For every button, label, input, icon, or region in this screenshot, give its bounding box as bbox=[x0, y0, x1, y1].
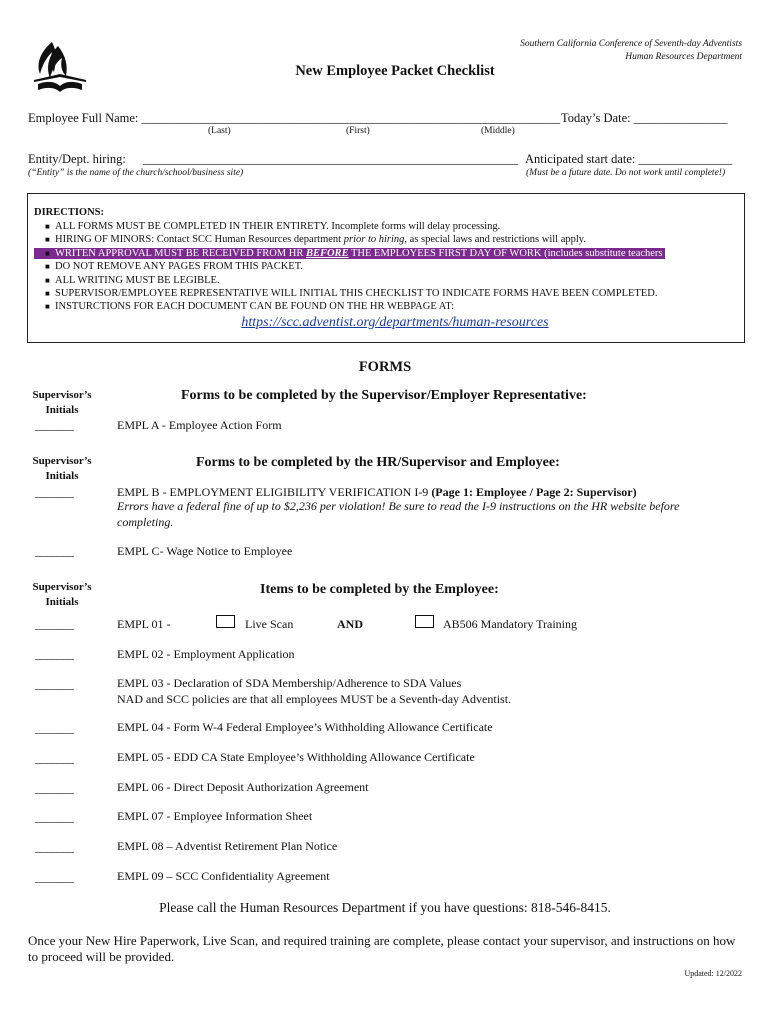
organization-name bbox=[520, 38, 742, 64]
start-date-note: (Must be a future date. Do not work until complete!) bbox=[526, 168, 726, 178]
ab506-checkbox[interactable] bbox=[415, 615, 434, 628]
direction-item: ■ INSTURCTIONS FOR EACH DOCUMENT CAN BE FOUND ON THE HR WEBPAGE AT: bbox=[45, 301, 454, 313]
supervisor-initials-header: Supervisor’s Initials bbox=[32, 581, 92, 608]
initials-blank[interactable]: _______ bbox=[35, 647, 74, 661]
live-scan-label: Live Scan bbox=[245, 617, 294, 631]
direction-item: ■ ALL WRITING MUST BE LEGIBLE. bbox=[45, 274, 220, 286]
entity-field[interactable]: ____________________________________________________________ bbox=[143, 152, 518, 166]
supervisor-initials-header: Supervisor’s Initials bbox=[32, 389, 92, 416]
forms-heading: FORMS bbox=[358, 359, 412, 375]
empl-01-item: EMPL 01 - bbox=[117, 617, 171, 631]
org-line-1: Southern California Conference of Seventh-day Adventists bbox=[520, 39, 742, 49]
hr-webpage-link[interactable]: https://scc.adventist.org/departments/human-resources bbox=[241, 315, 549, 330]
direction-item-highlighted: WRITEN APPROVAL MUST BE RECEIVED FROM HR BEFORE THE EMPLOYEES FIRST DAY OF WORK (includes substitute teachers ■ bbox=[34, 247, 665, 260]
empl-c-item: EMPL C- Wage Notice to Employee bbox=[117, 544, 293, 558]
initials-blank[interactable]: _______ bbox=[35, 751, 74, 765]
page-title: New Employee Packet Checklist bbox=[295, 63, 495, 79]
empl-03-item: EMPL 03 - Declaration of SDA Membership/Adherence to SDA Values NAD and SCC policies are that all employees MUST be a Seventh-day Adventist. bbox=[117, 676, 512, 706]
initials-blank[interactable]: _______ bbox=[35, 485, 74, 499]
and-label: AND bbox=[337, 617, 363, 631]
direction-item: ■ SUPERVISOR/EMPLOYEE REPRESENTATIVE WILL INITIAL THIS CHECKLIST TO INDICATE FORMS HAVE BEEN COMPLETED. bbox=[45, 288, 658, 300]
last-name-caption: (Last) bbox=[208, 126, 231, 136]
contact-hr-note: Please call the Human Resources Department if you have questions: 818-546-8415. bbox=[159, 900, 611, 915]
org-line-2: Human Resources Department bbox=[625, 52, 742, 62]
initials-blank[interactable]: _______ bbox=[35, 870, 74, 884]
direction-item: ■ DO NOT REMOVE ANY PAGES FROM THIS PACKET. bbox=[45, 261, 303, 273]
completion-instructions: Once your New Hire Paperwork, Live Scan, and required training are complete, please contact your supervisor, and instructions on how to proceed will be provided. bbox=[28, 933, 736, 964]
empl-06-item: EMPL 06 - Direct Deposit Authorization Agreement bbox=[117, 780, 369, 794]
entity-note: (“Entity” is the name of the church/school/business site) bbox=[28, 168, 244, 178]
initials-blank[interactable]: _______ bbox=[35, 418, 74, 432]
section-supervisor-title: Forms to be completed by the Supervisor/Employer Representative: bbox=[181, 388, 587, 403]
middle-name-caption: (Middle) bbox=[481, 126, 515, 136]
section-employee-title: Items to be completed by the Employee: bbox=[260, 582, 499, 597]
updated-date: Updated: 12/2022 bbox=[684, 969, 742, 978]
start-date-field[interactable]: Anticipated start date: _______________ bbox=[525, 152, 733, 166]
direction-item: ■ ALL FORMS MUST BE COMPLETED IN THEIR ENTIRETY. Incomplete forms will delay processing. bbox=[45, 221, 501, 232]
entity-label: Entity/Dept. hiring: bbox=[28, 152, 126, 166]
directions-list bbox=[34, 220, 665, 314]
direction-item: ■ HIRING OF MINORS: Contact SCC Human Resources department prior to hiring, as special laws and restrictions will apply. bbox=[45, 234, 586, 246]
employee-name-field[interactable]: Employee Full Name: ___________________________________________________________________ bbox=[28, 111, 561, 125]
initials-blank[interactable]: _______ bbox=[35, 617, 74, 631]
initials-blank[interactable]: _______ bbox=[35, 840, 74, 854]
supervisor-initials-header: Supervisor’s Initials bbox=[32, 455, 92, 482]
empl-b-note: Errors have a federal fine of up to $2,236 per violation! Be sure to read the I-9 instructions on the HR website before completing. bbox=[117, 499, 680, 529]
empl-02-item: EMPL 02 - Employment Application bbox=[117, 647, 295, 661]
todays-date-field[interactable]: Today’s Date: _______________ bbox=[561, 111, 728, 125]
empl-09-item: EMPL 09 – SCC Confidentiality Agreement bbox=[117, 869, 330, 883]
empl-b-item: EMPL B - EMPLOYMENT ELIGIBILITY VERIFICATION I-9 (Page 1: Employee / Page 2: Supervisor) bbox=[117, 485, 637, 499]
initials-blank[interactable]: _______ bbox=[35, 781, 74, 795]
empl-07-item: EMPL 07 - Employee Information Sheet bbox=[117, 809, 313, 823]
ab506-label: AB506 Mandatory Training bbox=[443, 617, 578, 631]
empl-05-item: EMPL 05 - EDD CA State Employee’s Withholding Allowance Certificate bbox=[117, 750, 475, 764]
first-name-caption: (First) bbox=[346, 126, 370, 136]
directions-heading: DIRECTIONS: bbox=[34, 207, 105, 218]
empl-04-item: EMPL 04 - Form W-4 Federal Employee’s Withholding Allowance Certificate bbox=[117, 720, 493, 734]
empl-08-item: EMPL 08 – Adventist Retirement Plan Notice bbox=[117, 839, 338, 853]
initials-blank[interactable]: _______ bbox=[35, 677, 74, 691]
live-scan-checkbox[interactable] bbox=[216, 615, 235, 628]
initials-blank[interactable]: _______ bbox=[35, 721, 74, 735]
initials-blank[interactable]: _______ bbox=[35, 544, 74, 558]
section-hr-title: Forms to be completed by the HR/Supervisor and Employee: bbox=[196, 455, 560, 470]
initials-blank[interactable]: _______ bbox=[35, 810, 74, 824]
empl-a-item: EMPL A - Employee Action Form bbox=[117, 418, 282, 432]
